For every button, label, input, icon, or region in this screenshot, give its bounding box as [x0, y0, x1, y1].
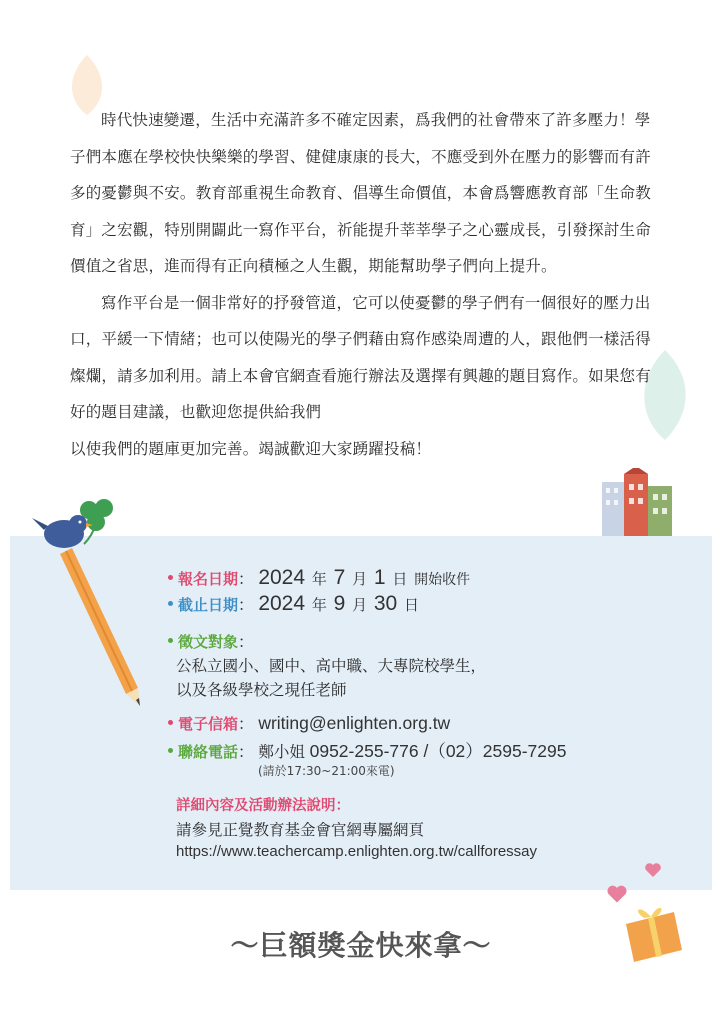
phone-label: 聯絡電話	[178, 743, 239, 761]
registration-month: 7	[333, 566, 346, 589]
email-row: 電子信箱： writing@enlighten.org.tw	[168, 712, 450, 734]
target-label: 徵文對象	[178, 633, 239, 651]
buildings-icon	[600, 468, 680, 538]
details-line: 請參見正覺教育基金會官網專屬網頁	[176, 821, 425, 839]
heart-icon	[644, 862, 662, 878]
bullet-dot	[168, 575, 173, 580]
slogan-heading: ～巨額獎金快來拿～	[230, 929, 492, 962]
registration-note: 開始收件	[414, 572, 471, 588]
deadline-month: 9	[333, 592, 346, 615]
email-label: 電子信箱	[178, 715, 239, 733]
phone-row: 聯絡電話： 鄭小姐 0952-255-776 /（02）2595-7295	[168, 738, 566, 763]
heart-icon	[606, 884, 628, 904]
details-url-link[interactable]: https://www.teachercamp.enlighten.org.tw/callforessay	[176, 843, 538, 860]
email-address[interactable]: writing@enlighten.org.tw	[258, 713, 451, 733]
deadline-year: 2024	[258, 592, 306, 615]
deadline-day: 30	[373, 592, 398, 615]
registration-year: 2024	[258, 566, 306, 589]
intro-text	[70, 102, 660, 467]
bullet-dot	[168, 748, 173, 753]
phone-contact: 鄭小姐	[258, 743, 305, 761]
target-line-2: 以及各級學校之現任老師	[176, 681, 347, 699]
target-line-1: 公私立國小、國中、高中職、大專院校學生，	[176, 657, 487, 675]
phone-numbers: 0952-255-776 /（02）2595-7295	[309, 741, 567, 761]
registration-date-label: 報名日期	[178, 570, 239, 588]
registration-day: 1	[373, 566, 386, 589]
details-label: 詳細內容及活動辦法說明：	[176, 798, 350, 814]
intro-paragraph-2: 寫作平台是一個非常好的抒發管道，它可以使憂鬱的學子們有一個很好的壓力出口，平緩一下情緒；也可以使陽光的學子們藉由寫作感染周遭的人，跟他們一樣活得燦爛，請多加利用。請上本會官網查看施行辦法及選擇有興趣的題目寫作。如果您有好的題目建議，也歡迎您提供給我們	[70, 293, 651, 421]
bullet-dot	[168, 638, 173, 643]
bullet-dot	[168, 601, 173, 606]
intro-paragraph-3: 以使我們的題庫更加完善。竭誠歡迎大家踴躍投稿！	[70, 439, 432, 458]
registration-date-row: 報名日期： 2024 年 7 月 1 日 開始收件	[168, 566, 470, 590]
target-row: 徵文對象：	[168, 630, 254, 652]
intro-paragraph-1: 時代快速變遷，生活中充滿許多不確定因素，爲我們的社會帶來了許多壓力！學子們本應在學校快快樂樂的學習、健健康康的長大，不應受到外在壓力的影響而有許多的憂鬱與不安。教育部重視生命教育、倡導生命價值，本會爲響應教育部「生命教育」之宏觀，特別開闢此一寫作平台，祈能提升莘莘學子之心靈成長，引發探討生命價值之省思，進而得有正向積極之人生觀，期能幫助學子們向上提升。	[70, 111, 651, 275]
pencil-icon	[58, 548, 148, 708]
deadline-date-label: 截止日期	[178, 596, 239, 614]
phone-hours: (請於17:30~21:00來電)	[258, 764, 395, 778]
bullet-dot	[168, 720, 173, 725]
deadline-date-row: 截止日期： 2024 年 9 月 30 日	[168, 592, 421, 616]
